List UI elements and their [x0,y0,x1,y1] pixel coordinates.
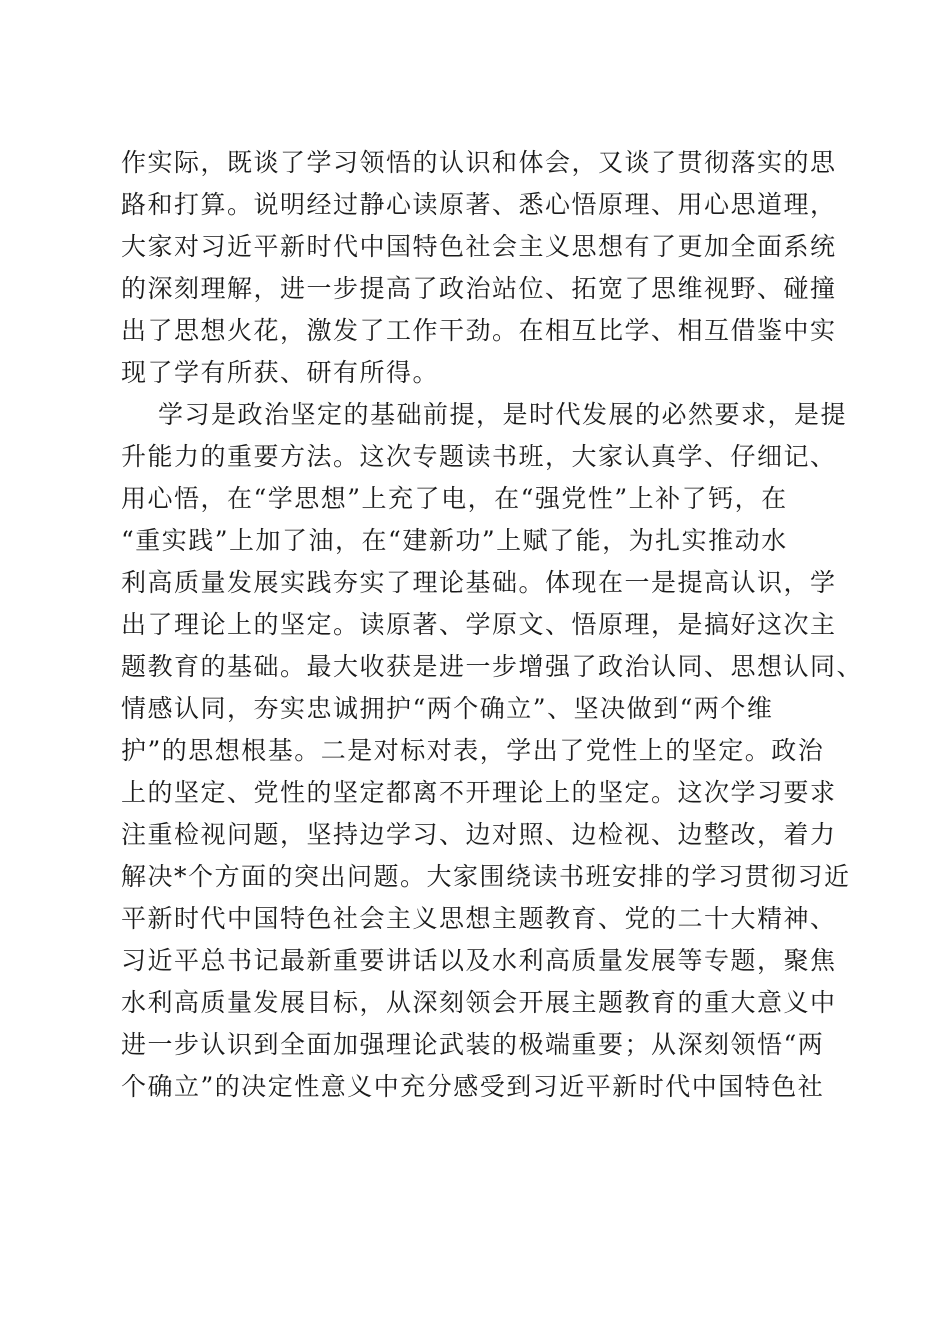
text-line: 升能力的重要方法。这次专题读书班，大家认真学、仔细记、 [121,442,837,471]
text-line: 个确立”的决定性意义中充分感受到习近平新时代中国特色社 [121,1072,825,1101]
text-line: 水利高质量发展目标，从深刻领会开展主题教育的重大意义中 [121,988,837,1017]
text-line: 用心悟，在“学思想”上充了电，在“强党性”上补了钙，在 [121,484,788,513]
text-line: 平新时代中国特色社会主义思想主题教育、党的二十大精神、 [121,904,837,933]
text-line: 进一步认识到全面加强理论武装的极端重要；从深刻领悟“两 [121,1030,825,1059]
text-line: 情感认同，夯实忠诚拥护“两个确立”、坚决做到“两个维 [121,694,774,723]
text-line: 现了学有所获、研有所得。 [121,358,440,387]
text-line: 利高质量发展实践夯实了理论基础。体现在一是提高认识，学 [121,568,837,597]
document-body [121,142,864,1108]
text-line: “重实践”上加了油，在“建新功”上赋了能，为扎实推动水 [121,526,788,555]
text-line: 大家对习近平新时代中国特色社会主义思想有了更加全面系统 [121,232,837,261]
text-line: 出了思想火花，激发了工作干劲。在相互比学、相互借鉴中实 [121,316,837,345]
text-line: 出了理论上的坚定。读原著、学原文、悟原理，是搞好这次主 [121,610,837,639]
text-line: 注重检视问题，坚持边学习、边对照、边检视、边整改，着力 [121,820,837,849]
paragraph-2 [121,394,864,1108]
text-line: 的深刻理解，进一步提高了政治站位、拓宽了思维视野、碰撞 [121,274,837,303]
text-line: 习近平总书记最新重要讲话以及水利高质量发展等专题，聚焦 [121,946,837,975]
text-line: 学习是政治坚定的基础前提，是时代发展的必然要求，是提 [158,400,848,429]
text-line: 护”的思想根基。二是对标对表，学出了党性上的坚定。政治 [121,736,825,765]
text-line: 路和打算。说明经过静心读原著、悉心悟原理、用心思道理， [121,190,837,219]
text-line: 上的坚定、党性的坚定都离不开理论上的坚定。这次学习要求 [121,778,837,807]
text-line: 解决*个方面的突出问题。大家围绕读书班安排的学习贯彻习近 [121,862,851,891]
text-line: 作实际，既谈了学习领悟的认识和体会，又谈了贯彻落实的思 [121,148,837,177]
text-line: 题教育的基础。最大收获是进一步增强了政治认同、思想认同、 [121,652,864,681]
paragraph-1 [121,142,841,394]
